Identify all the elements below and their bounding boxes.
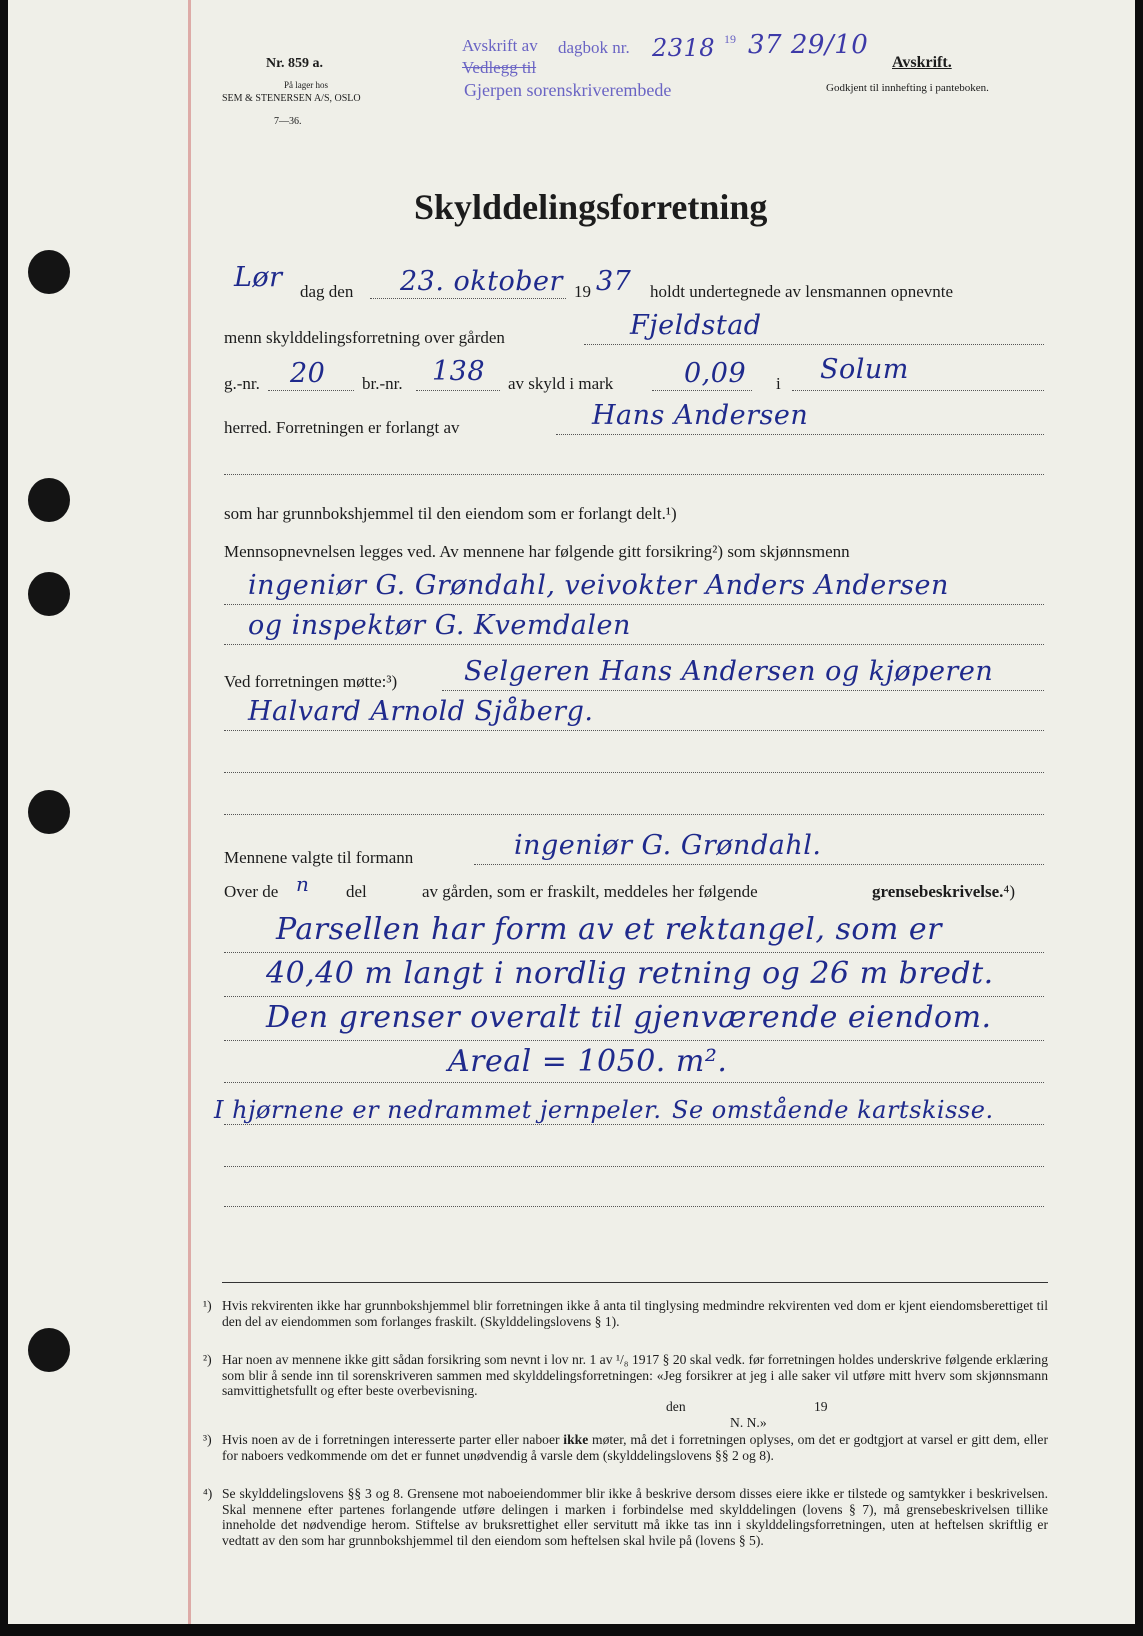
gnr-value: 20 (290, 358, 326, 389)
footnote-3 (203, 1432, 1048, 1463)
chairman-value: ingeniør G. Grøndahl. (514, 830, 822, 861)
label-skyld: av skyld i mark (508, 374, 614, 393)
margin-line (188, 0, 191, 1624)
footnote-text: Har noen av mennene ikke gitt sådan forsikring som nevnt i lov nr. 1 av ¹/₈ 1917 § 20 skal vedk. før forretningen holdes underskrive følgende erklæring som blir å sende inn til sorenskriveren sammen med skylddelingsforretningen: «Jeg forsikrer at jeg i alle saker vil utføre mitt hverv som skjønnsmann samvittighetsfullt og efter beste overbevisning. (222, 1352, 1048, 1399)
footnote-text: Hvis noen av de i forretningen interesserte parter eller naboer (222, 1432, 564, 1447)
dotted-line (224, 644, 1044, 645)
document-page (8, 0, 1135, 1624)
brnr-value: 138 (432, 356, 486, 387)
footnote-number: ¹) (203, 1298, 212, 1313)
print-date: 7—36. (274, 116, 302, 127)
footnote-signature: N. N.» (730, 1415, 767, 1430)
dotted-line (224, 474, 1044, 475)
dotted-line (224, 1040, 1044, 1041)
description-line-1: Parsellen har form av et rektangel, som er (276, 912, 942, 947)
label-dag-den: dag den (300, 282, 354, 301)
copy-title: Avskrift. (892, 54, 952, 71)
description-line-5b: Se omstående kartskisse. (672, 1096, 994, 1124)
label-del: del (346, 882, 367, 901)
appraisers-line-1: ingeniør G. Grøndahl, veivokter Anders Andersen (248, 570, 949, 601)
punch-hole (28, 572, 70, 616)
stamp-year-prefix: 19 (724, 32, 736, 46)
dotted-line (224, 996, 1044, 997)
diary-date: 37 29/10 (748, 30, 869, 60)
dotted-line (224, 730, 1044, 731)
appraisers-line-2: og inspektør G. Kvemdalen (248, 610, 631, 641)
stamp-avskrift: Avskrift av (462, 36, 538, 55)
stamp-dagbok: dagbok nr. (558, 38, 630, 57)
dotted-line (584, 344, 1044, 345)
dotted-line (224, 604, 1044, 605)
date-value: 23. oktober (400, 266, 563, 297)
dotted-line (556, 434, 1044, 435)
dotted-line (224, 1206, 1044, 1207)
footnote-year: 19 (814, 1399, 828, 1414)
mennsopnevnelsen-text: Mennsopnevnelsen legges ved. Av mennene har følgende gitt forsikring²) som skjønnsmenn (224, 542, 850, 561)
grensebeskrivelse-word: grensebeskrivelse. (872, 882, 1004, 901)
description-line-5a: I hjørnene er nedrammet jernpeler. (214, 1096, 662, 1124)
footnote-4 (203, 1486, 1048, 1548)
label-formann: Mennene valgte til formann (224, 848, 414, 867)
dotted-line (224, 1166, 1044, 1167)
footnote-text: Se skylddelingslovens §§ 3 og 8. Grensene mot naboeiendommer blir ikke å beskrive dersom disses eiere ikke er tilstede og samtykker i beskrivelsen. Skal mennene efter partenes forlangende utføre delingen i marken i forbindelse med skylddelingen (lovens § 7), må grensebeskrivelsen tillike inneholde det nødvendige herom. Stiftelse av bruksrettighet eller servitutt må ikke tas inn i skylddelingsforretningen, uten at heftelsen skriftlig er vedtatt av den som har grunnbokshjemmel til den eiendom som heftelsen skal hvile på (lovens § 5). (222, 1486, 1048, 1548)
stamp-office: Gjerpen sorenskriverembede (464, 80, 672, 100)
description-line-2: 40,40 m langt i nordlig retning og 26 m bredt. (266, 956, 994, 991)
farm-name: Fjeldstad (630, 310, 762, 341)
punch-hole (28, 478, 70, 522)
dotted-line (474, 864, 1044, 865)
label-i: i (776, 374, 781, 393)
attended-line-1: Selgeren Hans Andersen og kjøperen (464, 656, 994, 687)
dotted-line (224, 952, 1044, 953)
grunnbok-text: som har grunnbokshjemmel til den eiendom som er forlangt delt.¹) (224, 504, 677, 523)
municipality-value: Solum (820, 354, 909, 385)
footnote-2 (203, 1352, 1048, 1430)
dotted-line (224, 772, 1044, 773)
footnote-emphasis: ikke (563, 1432, 589, 1447)
footnote-text: Hvis rekvirenten ikke har grunnbokshjemmel blir forretningen ikke å anta til tinglysing medmindre rekvirenten ved dom er kjent eiendomsberettiget til den del av eiendommen som forlanges fraskilt. (Skylddelingslovens § 1). (222, 1298, 1048, 1329)
description-line-3: Den grenser overalt til gjenværende eiendom. (266, 1000, 992, 1035)
dotted-line (268, 390, 354, 391)
footnote-1 (203, 1298, 1048, 1329)
punch-hole (28, 250, 70, 294)
footnote-number: ³) (203, 1432, 212, 1447)
dotted-line (442, 690, 1044, 691)
dotted-line (224, 814, 1044, 815)
label-over-den: Over de (224, 882, 279, 901)
punch-hole (28, 1328, 70, 1372)
weekday-prefix: Lør (234, 262, 283, 293)
footnote-number: ²) (203, 1352, 212, 1367)
dotted-line (416, 390, 500, 391)
label-holdt: holdt undertegnede av lensmannen opnevnte (650, 282, 954, 301)
publisher-name: SEM & STENERSEN A/S, OSLO (222, 93, 361, 104)
punch-hole (28, 790, 70, 834)
footnote-den: den (666, 1399, 686, 1414)
dotted-line (652, 390, 752, 391)
label-gnr: g.-nr. (224, 374, 260, 393)
diary-number: 2318 (652, 34, 716, 62)
copy-note: Godkjent til innhefting i panteboken. (826, 82, 989, 94)
label-brnr: br.-nr. (362, 374, 403, 393)
label-av-garden: av gården, som er fraskilt, meddeles her følgende (422, 882, 758, 901)
label-motte: Ved forretningen møtte:³) (224, 672, 398, 691)
label-herred: herred. Forretningen er forlangt av (224, 418, 460, 437)
page-title: Skylddelingsforretning (414, 187, 768, 227)
footnote-text: møter, må det i forretningen oplyses, om det er godtgjort at varsel er gitt dem, eller for naboers vedkommende om det er funnet unødvendig å varsle dem (skylddelingslovens §§ 2 og 8). (222, 1432, 1048, 1463)
dotted-line (224, 1082, 1044, 1083)
footnote-number: ⁴) (203, 1486, 213, 1501)
label-menn: menn skylddelingsforretning over gården (224, 328, 505, 347)
attended-line-2: Halvard Arnold Sjåberg. (248, 696, 594, 727)
footnote-separator (222, 1282, 1048, 1283)
over-den-suffix: n (296, 872, 310, 896)
dotted-line (792, 390, 1044, 391)
label-grensebeskrivelse (872, 882, 1015, 902)
publisher-line: På lager hos (284, 80, 328, 90)
description-line-4: Areal = 1050. m². (448, 1044, 728, 1079)
stamp-vedlegg: Vedlegg til (462, 58, 537, 77)
year-prefix: 19 (574, 282, 591, 301)
year-value: 37 (596, 266, 632, 297)
requested-by: Hans Andersen (592, 400, 809, 431)
dotted-line (224, 1124, 1044, 1125)
dotted-line (370, 298, 566, 299)
skyld-value: 0,09 (684, 358, 747, 389)
form-number: Nr. 859 a. (266, 56, 324, 71)
footnote-ref: ⁴) (1003, 882, 1016, 901)
